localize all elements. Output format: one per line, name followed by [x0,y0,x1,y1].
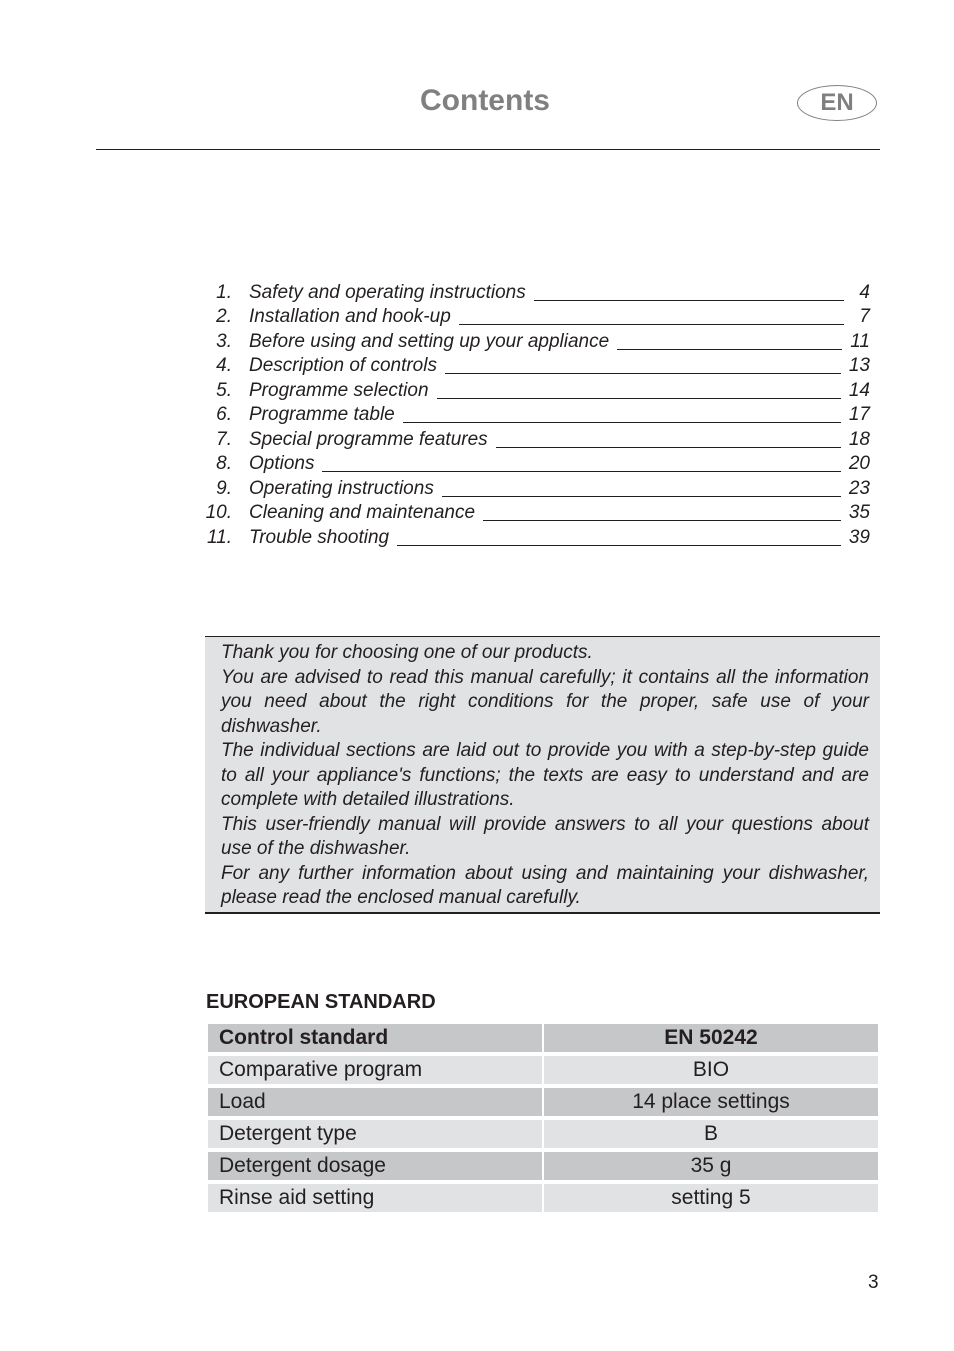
toc-number: 9. [216,477,232,499]
toc-page-number: 20 [848,453,870,474]
toc-page-number: 14 [848,379,870,401]
toc-leader-line [442,496,841,497]
table-cell-value: setting 5 [544,1184,878,1212]
toc-item[interactable] [202,377,870,402]
toc-item[interactable] [202,304,870,329]
table-cell-value: 14 place settings [544,1088,878,1116]
toc-leader-line [397,545,841,546]
toc-title: Cleaning and maintenance [249,502,476,523]
toc-page-number: 39 [848,526,870,548]
toc-number: 4. [216,355,232,376]
toc-title: Before using and setting up your appliance [249,330,610,352]
toc-number: 11. [206,526,232,548]
toc-page-number: 18 [848,428,870,450]
toc-number: 8. [216,453,232,474]
table-cell-label: Rinse aid setting [208,1184,542,1212]
table-cell-label: Detergent dosage [208,1152,542,1180]
toc-item[interactable] [202,402,870,427]
table-cell-label: Load [208,1088,542,1116]
toc-leader-line [445,373,841,374]
toc-title: Special programme features [249,428,488,450]
page-number: 3 [868,1272,879,1293]
toc-title: Operating instructions [249,477,434,499]
table-cell-value: 35 g [544,1152,878,1180]
toc-number: 10. [205,502,232,523]
toc-item[interactable] [202,279,870,304]
european-standard-heading: EUROPEAN STANDARD [206,991,436,1013]
toc-page-number: 13 [848,355,870,376]
toc-leader-line [617,349,842,350]
table-row [208,1184,878,1212]
toc-title: Options [249,453,315,474]
page-title: Contents [420,84,550,117]
toc-number: 7. [216,428,232,450]
toc-leader-line [403,422,841,423]
toc-leader-line [322,471,840,472]
table-row [208,1088,878,1116]
toc-leader-line [437,398,841,399]
toc-page-number: 7 [859,306,870,327]
toc-page-number: 11 [850,330,870,352]
toc-title: Trouble shooting [249,526,390,548]
toc-item[interactable] [202,475,870,500]
toc-number: 3. [216,330,232,352]
toc-page-number: 17 [848,404,870,425]
toc-item[interactable] [202,426,870,451]
table-row [208,1120,878,1148]
toc-title: Installation and hook-up [249,306,451,327]
toc-page-number: 4 [859,281,870,303]
intro-paragraph: Thank you for choosing one of our products. [221,642,593,663]
toc-number: 1. [216,281,232,303]
table-row [208,1056,878,1084]
toc-leader-line [496,447,841,448]
table-cell-value: B [544,1120,878,1148]
toc-number: 2. [216,306,232,327]
toc-number: 6. [216,404,232,425]
intro-paragraph: The individual sections are laid out to provide you with a step-by-step guide to all your appliance's functions; the texts are easy to understand and are complete with detailed illustrations. [221,740,869,810]
intro-note-box [205,636,880,914]
header-divider [96,149,880,150]
toc-item[interactable] [202,500,870,525]
table-row [208,1152,878,1180]
table-of-contents [202,279,870,549]
toc-leader-line [483,520,841,521]
table-cell-label: Detergent type [208,1120,542,1148]
table-cell-value: BIO [544,1056,878,1084]
toc-title: Programme selection [249,379,429,401]
table-header-row [208,1024,878,1052]
toc-title: Programme table [249,404,395,425]
table-cell-label: Comparative program [208,1056,542,1084]
toc-item[interactable] [202,328,870,353]
intro-paragraph: This user-friendly manual will provide answers to all your questions about use of the dishwasher. [221,813,869,859]
toc-number: 5. [216,379,232,401]
toc-title: Description of controls [249,355,437,376]
toc-page-number: 23 [848,477,870,499]
table-cell-label: Control standard [208,1024,542,1052]
european-standard-table [206,1020,880,1216]
toc-item[interactable] [202,353,870,378]
toc-leader-line [459,324,844,325]
toc-item[interactable] [202,524,870,549]
intro-paragraph: You are advised to read this manual carefully; it contains all the information you need about the right conditions for the proper, safe use of your dishwasher. [221,666,869,737]
toc-leader-line [534,300,844,301]
table-cell-value: EN 50242 [544,1024,878,1052]
toc-title: Safety and operating instructions [249,281,526,303]
intro-paragraph: For any further information about using and maintaining your dishwasher, please read the enclosed manual carefully. [221,862,869,908]
language-badge: EN [797,85,877,121]
toc-item[interactable] [202,451,870,476]
toc-page-number: 35 [848,502,870,523]
